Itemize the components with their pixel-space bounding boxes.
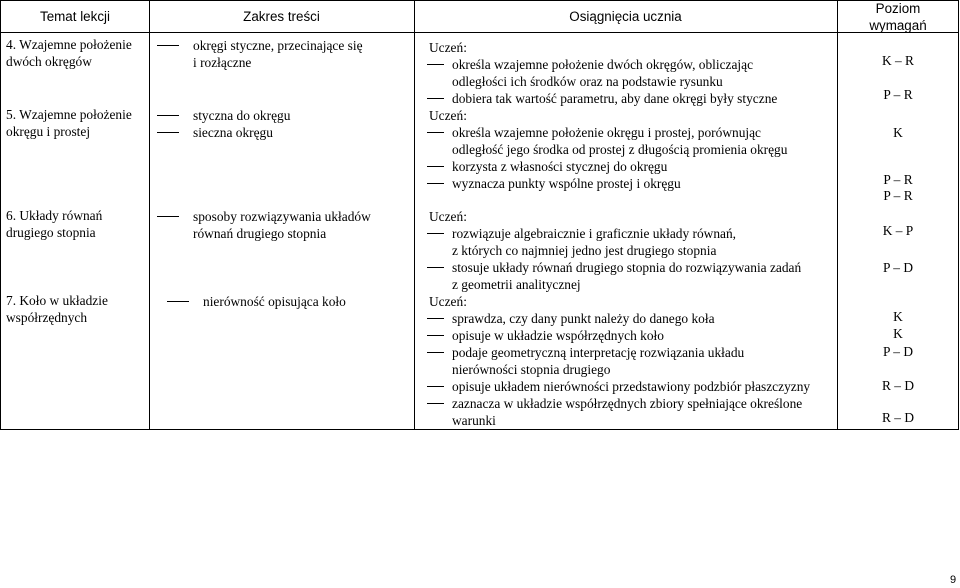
achievement-item [452,124,787,158]
achievement-text: określa wzajemne położenie dwóch okręgów, obliczając [452,57,754,72]
level-value: P – R [883,87,913,102]
lesson-title-line: współrzędnych [6,310,88,325]
achievement-text: z geometrii analitycznej [452,277,581,292]
scope-item [193,37,363,71]
achievement-text: sprawdza, czy dany punkt należy do danego koła [452,311,715,326]
achievement-text: opisuje układem nierówności przedstawiony podzbiór płaszczyzny [452,379,811,394]
achievement-item [452,259,801,293]
achievement-text: odległość jego środka od prostej z długością promienia okręgu [452,142,788,157]
scope-text: równań drugiego stopnia [193,226,327,241]
achievement-text: korzysta z własności stycznej do okręgu [452,159,668,174]
scope-text: i rozłączne [193,55,252,70]
student-label: Uczeń: [429,294,467,309]
column-divider [149,1,150,429]
lesson-title-line: 4. Wzajemne położenie [6,37,132,52]
header-achievements: Osiągnięcia ucznia [569,9,682,24]
level-value: P – D [882,260,913,275]
achievement-text: warunki [452,413,496,428]
achievement-text: rozwiązuje algebraicznie i graficznie układy równań, [452,226,737,241]
page-number: 9 [950,574,957,586]
level-value: P – R [883,172,913,187]
achievement-text: z których co najmniej jedno jest drugiego stopnia [452,243,717,258]
level-value: R – D [882,410,914,425]
header-scope: Zakres treści [243,9,320,24]
level-value: P – D [882,344,913,359]
lesson-5 [6,106,132,140]
lesson-6 [6,207,102,241]
achievement-text: określa wzajemne położenie okręgu i prostej, porównując [452,125,761,140]
scope-item [203,293,346,310]
achievement-item [452,56,753,90]
header-lesson: Temat lekcji [40,9,110,24]
lesson-4 [6,36,132,70]
scope-item [193,107,290,124]
column-divider [414,1,415,429]
achievement-item [452,344,744,378]
achievement-item [452,378,810,395]
achievement-text: podaje geometryczną interpretację rozwiązania układu [452,345,745,360]
achievement-text: opisuje w układzie współrzędnych koło [452,328,664,343]
achievement-item [452,90,777,107]
lesson-title-line: 6. Układy równań [6,208,103,223]
level-value: K – P [882,223,914,238]
lesson-title-line: 7. Koło w układzie [6,293,108,308]
level-value: P – R [883,188,913,203]
achievement-item [452,225,736,259]
header-level-line2: wymagań [869,18,927,33]
achievement-text: stosuje układy równań drugiego stopnia do rozwiązywania zadań [452,260,802,275]
achievement-item [452,310,715,327]
level-value: K [893,309,903,324]
lesson-title-line: 5. Wzajemne położenie [6,107,132,122]
achievement-text: zaznacza w układzie współrzędnych zbiory spełniające określone [452,396,803,411]
header-level-line1: Poziom [875,1,921,16]
student-label: Uczeń: [429,40,467,55]
level-value: K – R [882,53,914,68]
scope-text: styczna do okręgu [193,108,291,123]
achievement-item [452,175,681,192]
level-column [837,1,959,431]
header-divider [1,32,958,33]
achievement-text: odległości ich środków oraz na podstawie rysunku [452,74,723,89]
scope-text: sposoby rozwiązywania układów [193,209,371,224]
scope-item [193,124,273,141]
achievement-text: nierówności stopnia drugiego [452,362,611,377]
achievement-text: dobiera tak wartość parametru, aby dane okręgi były styczne [452,91,778,106]
level-value: K [893,326,903,341]
scope-text: nierówność opisująca koło [203,294,346,309]
achievement-item [452,327,664,344]
scope-item [193,208,371,242]
student-label: Uczeń: [429,209,467,224]
lesson-title-line: dwóch okręgów [6,54,92,69]
achievement-item [452,158,667,175]
lesson-7 [6,292,108,326]
scope-text: okręgi styczne, przecinające się [193,38,363,53]
lesson-title-line: okręgu i prostej [6,124,91,139]
student-label: Uczeń: [429,108,467,123]
level-value: K [893,125,903,140]
achievement-text: wyznacza punkty wspólne prostej i okręgu [452,176,681,191]
scope-text: sieczna okręgu [193,125,273,140]
achievement-item [452,395,802,429]
lesson-title-line: drugiego stopnia [6,225,96,240]
level-value: R – D [882,378,914,393]
